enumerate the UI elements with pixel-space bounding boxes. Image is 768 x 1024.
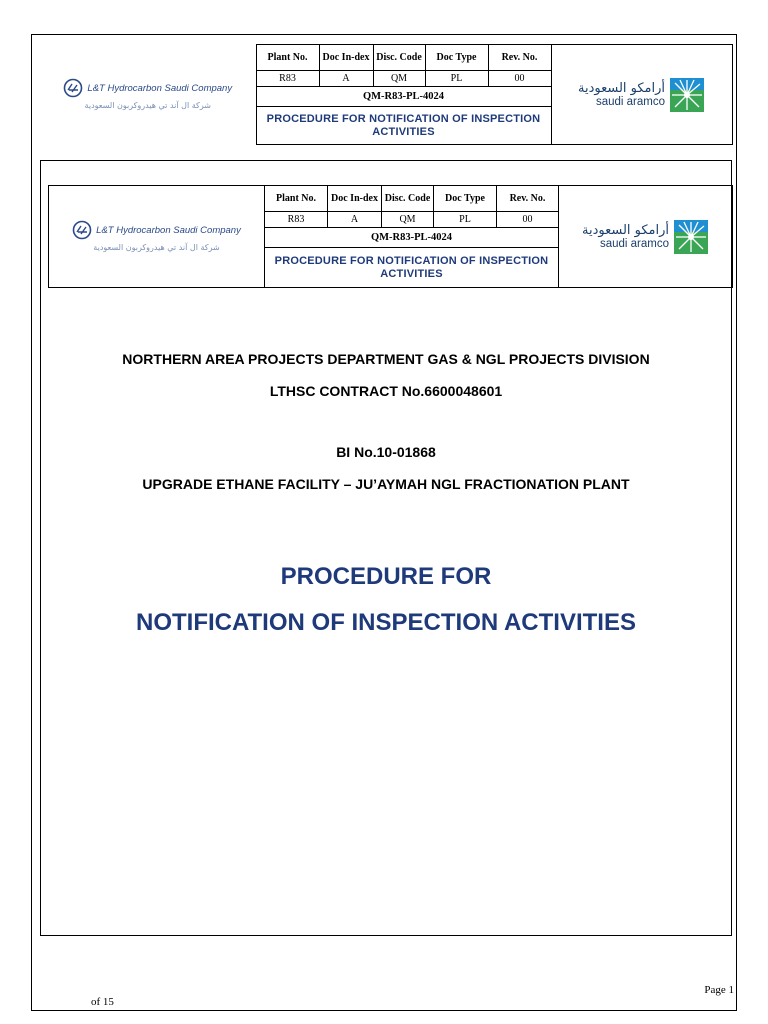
lt-logo-icon bbox=[72, 220, 92, 240]
cover-title-line1: PROCEDURE FOR bbox=[280, 563, 492, 590]
lt-logo-icon bbox=[63, 78, 83, 98]
val-docindex: A bbox=[319, 71, 373, 87]
company-name-en: L&T Hydrocarbon Saudi Company bbox=[96, 224, 241, 236]
company-name-ar: شركة ال آند تي هيدروكربون السعودية bbox=[84, 101, 211, 110]
val-disc: QM bbox=[382, 212, 434, 228]
aramco-logo bbox=[559, 186, 733, 288]
client-name-ar: أرامكو السعودية bbox=[577, 80, 666, 96]
header-table bbox=[40, 44, 733, 145]
col-disc-header: Disc. Code bbox=[373, 45, 425, 71]
lt-logo bbox=[40, 45, 256, 145]
val-doctype: PL bbox=[434, 212, 497, 228]
val-rev: 00 bbox=[488, 71, 551, 87]
company-name-en: L&T Hydrocarbon Saudi Company bbox=[87, 82, 233, 94]
doc-title: PROCEDURE FOR NOTIFICATION OF INSPECTION ACTIVITIES bbox=[256, 107, 551, 145]
header-table-inner bbox=[48, 185, 733, 288]
col-disc-header: Disc. Code bbox=[382, 186, 434, 212]
aramco-logo-icon bbox=[673, 219, 709, 255]
col-plant-header: Plant No. bbox=[256, 45, 319, 71]
col-docindex-header: Doc In-dex bbox=[319, 45, 373, 71]
col-plant-header: Plant No. bbox=[265, 186, 328, 212]
val-plant: R83 bbox=[256, 71, 319, 87]
client-name-en: saudi aramco bbox=[599, 237, 670, 250]
doc-number: QM-R83-PL-4024 bbox=[256, 87, 551, 107]
client-name-en: saudi aramco bbox=[595, 95, 666, 108]
col-rev-header: Rev. No. bbox=[497, 186, 559, 212]
val-doctype: PL bbox=[425, 71, 488, 87]
page-total: of 15 bbox=[91, 996, 114, 1008]
col-rev-header: Rev. No. bbox=[488, 45, 551, 71]
doc-title: PROCEDURE FOR NOTIFICATION OF INSPECTION ACTIVITIES bbox=[265, 248, 559, 288]
bi-number-line: BI No.10-01868 bbox=[336, 444, 436, 460]
col-docindex-header: Doc In-dex bbox=[328, 186, 382, 212]
aramco-logo-icon bbox=[669, 77, 705, 113]
val-rev: 00 bbox=[497, 212, 559, 228]
page-number: Page 1 bbox=[704, 984, 734, 996]
aramco-logo bbox=[551, 45, 732, 145]
project-line: UPGRADE ETHANE FACILITY – JU’AYMAH NGL FRACTIONATION PLANT bbox=[142, 476, 630, 492]
client-name-ar: أرامكو السعودية bbox=[581, 222, 670, 238]
col-doctype-header: Doc Type bbox=[425, 45, 488, 71]
company-name-ar: شركة ال آند تي هيدروكربون السعودية bbox=[93, 243, 220, 252]
contract-line: LTHSC CONTRACT No.6600048601 bbox=[269, 383, 503, 399]
doc-number: QM-R83-PL-4024 bbox=[265, 228, 559, 248]
val-docindex: A bbox=[328, 212, 382, 228]
val-disc: QM bbox=[373, 71, 425, 87]
cover-title-line2: NOTIFICATION OF INSPECTION ACTIVITIES bbox=[135, 609, 636, 636]
department-line: NORTHERN AREA PROJECTS DEPARTMENT GAS & NGL PROJECTS DIVISION bbox=[122, 351, 650, 367]
val-plant: R83 bbox=[265, 212, 328, 228]
lt-logo bbox=[49, 186, 265, 288]
col-doctype-header: Doc Type bbox=[434, 186, 497, 212]
